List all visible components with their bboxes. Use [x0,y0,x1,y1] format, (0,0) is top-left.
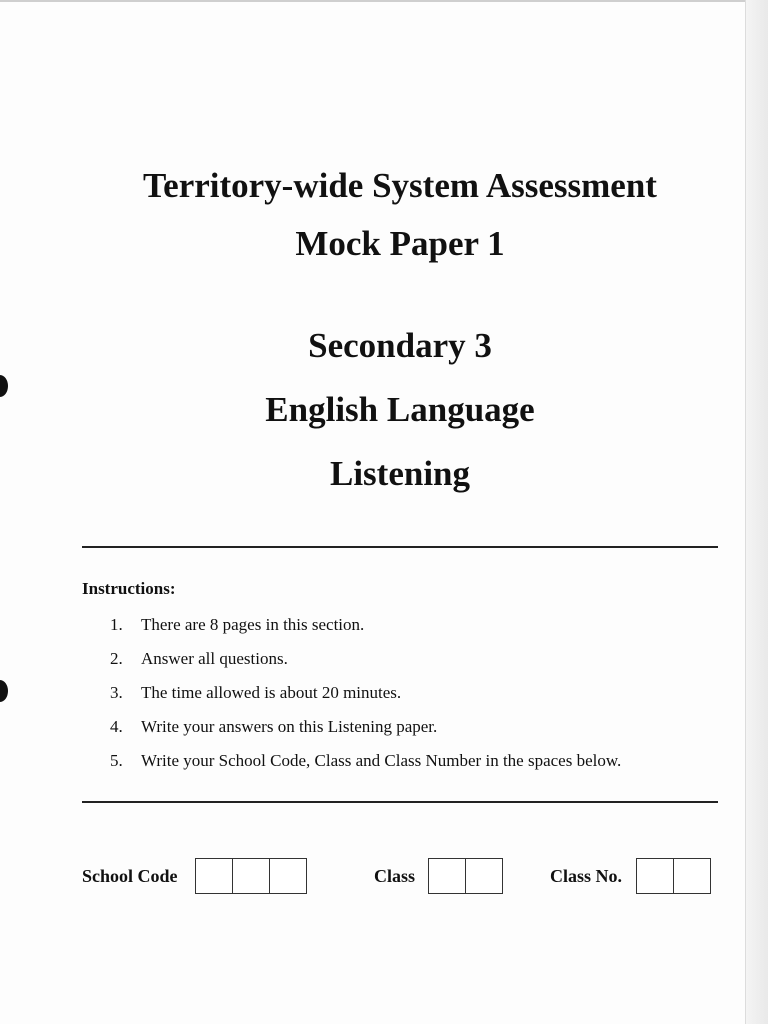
page-top-edge [0,0,768,2]
instruction-item [110,680,730,714]
school-code-label: School Code [82,866,178,886]
divider-bottom [82,801,718,803]
instruction-item [110,748,730,782]
class-no-box[interactable] [637,859,674,893]
instruction-text: There are 8 pages in this section. [141,615,365,634]
instruction-text: Write your answers on this Listening paper. [141,717,438,736]
instructions-list [110,612,730,782]
instruction-number: 3. [110,683,123,702]
school-code-boxes[interactable] [195,858,307,894]
school-code-box[interactable] [196,859,233,893]
level-title: Secondary 3 [308,326,492,365]
instruction-text: Answer all questions. [141,649,288,668]
class-box[interactable] [429,859,466,893]
class-no-box[interactable] [674,859,710,893]
paper-title: Listening [329,454,471,493]
instruction-item [110,612,730,646]
punch-hole-lower [0,680,8,702]
instruction-number: 1. [110,615,123,634]
instruction-text: The time allowed is about 20 minutes. [141,683,402,702]
instruction-number: 4. [110,717,123,736]
title-line-1: Territory-wide System Assessment [143,166,657,205]
title-line-2: Mock Paper 1 [295,224,505,263]
instruction-number: 2. [110,649,123,668]
subject-title: English Language [265,390,535,429]
instructions-heading: Instructions: [82,579,176,598]
instruction-item [110,714,730,748]
class-no-boxes[interactable] [636,858,711,894]
class-no-label: Class No. [550,866,623,886]
class-box[interactable] [466,859,502,893]
class-boxes[interactable] [428,858,503,894]
instruction-text: Write your School Code, Class and Class Number in the spaces below. [141,751,622,770]
class-label: Class [374,866,416,886]
divider-top [82,546,718,548]
school-code-box[interactable] [270,859,306,893]
instruction-item [110,646,730,680]
school-code-box[interactable] [233,859,270,893]
instruction-number: 5. [110,751,123,770]
